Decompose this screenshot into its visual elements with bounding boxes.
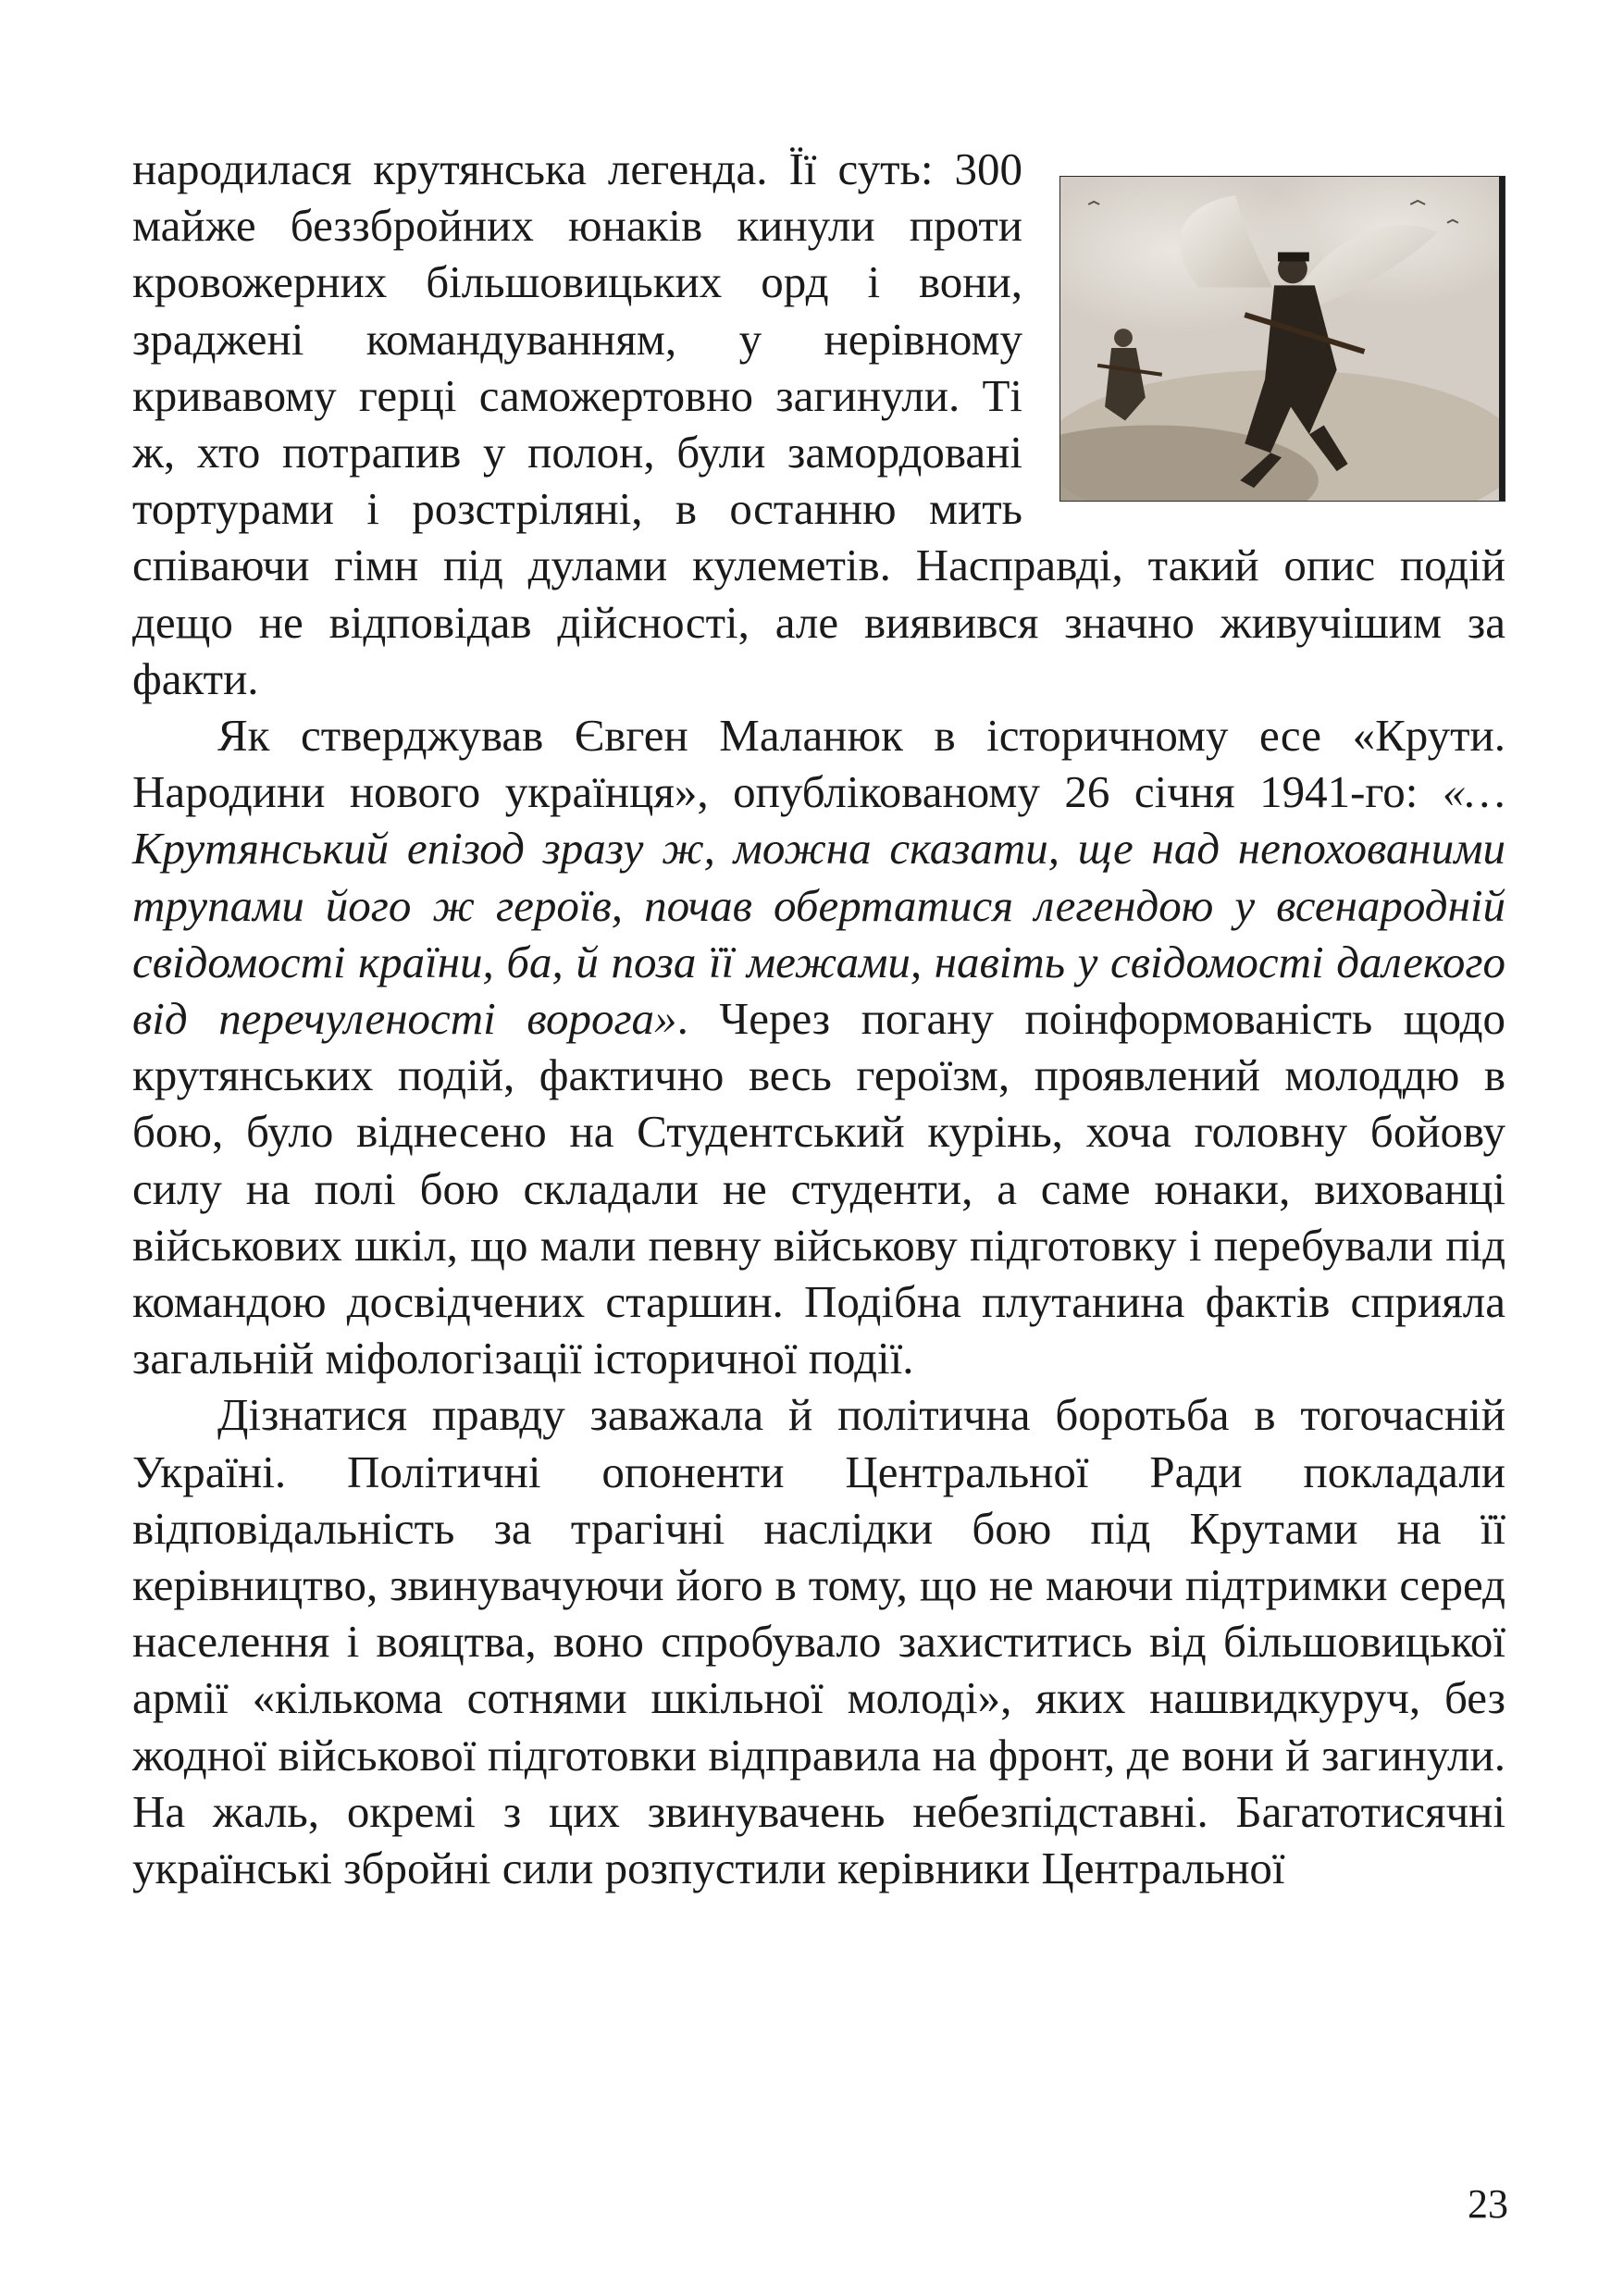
paragraph-2-rest: . Через погану поінформованість щодо крутянських подій, фактично весь героїзм, проявлений молоддю в бою, було віднесено на Студентський курінь, хоча головну бойову силу на полі бою складали не студенти, а саме юнаки, вихованці військових шкіл, що мали певну військову підготовку і перебували під командою досвідчених старшин. Подібна плутанина фактів сприяла загальній міфологізації історичної події. xyxy=(132,993,1505,1384)
image-edge xyxy=(1499,177,1505,501)
page-number: 23 xyxy=(1468,2181,1508,2227)
malaniuk-quote: «…Крутянський епізод зразу ж, можна сказати, ще над непохованими трупами його ж героїв, почав обертатися легендою у всенародній свідомості країни, ба, й поза її межами, навіть у свідомості далекого від перечуленості ворога» xyxy=(132,766,1505,1045)
body-text xyxy=(132,141,1505,1896)
battle-scene-icon xyxy=(1060,177,1505,501)
battle-illustration xyxy=(1059,176,1505,502)
paragraph-1: народилася крутянська легенда. Її суть: 300 майже беззбройних юнаків кинули проти кровожерних більшовицьких орд і вони, зраджені командуванням, у нерівному кривавому герці саможертовно загинули. Ті ж, хто потрапив у полон, були замордовані тортурами і розстріляні, в останню мить співаючи гімн під дулами кулеметів. Насправді, такий опис подій дещо не відповідав дійсності, але виявився значно живучішим за факти. xyxy=(132,143,1505,704)
paragraph-3: Дізнатися правду заважала й політична боротьба в тогочасній Україні. Політичні опоненти Центральної Ради покладали відповідальність за трагічні наслідки бою під Крутами на її керівництво, звинувачуючи його в тому, що не маючи підтримки серед населення і вояцтва, воно спробувало захиститись від більшовицької армії «кількома сотнями шкільної молоді», яких нашвидкуруч, без жодної військової підготовки відправила на фронт, де вони й загинули. На жаль, окремі з цих звинувачень небезпідставні. Багатотисячні українські збройні сили розпустили керівники Центральної xyxy=(132,1389,1505,1894)
paragraph-2 xyxy=(132,707,1505,1386)
paragraph-2-intro: Як стверджував Євген Маланюк в історичному есе «Крути. Народини нового українця», опублікованому 26 січня 1941-го: xyxy=(132,710,1505,818)
